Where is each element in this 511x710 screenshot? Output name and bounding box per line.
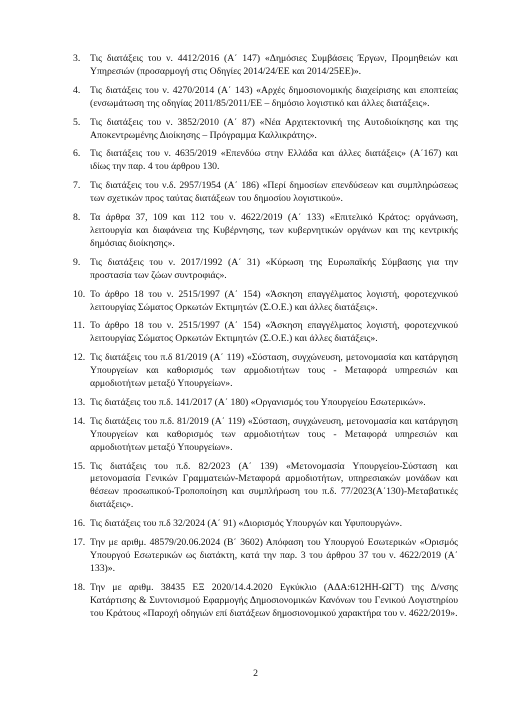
list-item <box>0 416 511 455</box>
item-text: Τις διατάξεις του π.δ. 141/2017 (Α΄ 180) «Οργανισμός του Υπουργείου Εσωτερικών». <box>90 396 426 408</box>
item-number: 4. <box>73 84 81 96</box>
list-item <box>0 397 511 410</box>
item-number: 15. <box>73 460 86 472</box>
list-item <box>0 53 511 79</box>
item-text: Τα άρθρα 37, 109 και 112 του ν. 4622/2019 (Α΄ 133) «Επιτελικό Κράτος: οργάνωση, λειτουργία και διαφάνεια της Κυβέρνησης, των κυβερνητικών οργάνων και της κεντρικής δημόσιας διοίκησης». <box>90 212 458 249</box>
item-number: 6. <box>73 148 81 160</box>
list-item <box>0 212 511 251</box>
item-text: Τις διατάξεις του ν. 2017/1992 (Α΄ 31) «Κύρωση της Ευρωπαϊκής Σύμβασης για την προστασία των ζώων συντροφιάς». <box>90 256 458 281</box>
list-item <box>0 320 511 346</box>
item-number: 3. <box>73 53 81 64</box>
list-item <box>0 180 511 206</box>
list-item <box>0 518 511 531</box>
item-number: 5. <box>73 116 81 128</box>
page-number: 2 <box>253 668 258 679</box>
list-item <box>0 148 511 174</box>
item-text: Τις διατάξεις του π.δ 32/2024 (Α΄ 91) «Διορισμός Υπουργών και Υφυπουργών». <box>90 518 403 530</box>
item-text: Τις διατάξεις του π.δ. 81/2019 (Α΄ 119) «Σύσταση, συγχώνευση, μετονομασία και κατάργηση Υπουργείων και καθορισμός των αρμοδιοτήτων τους - Μεταφορά υπηρεσιών και αρμοδιοτήτων μεταξύ Υπουργείων». <box>90 415 458 453</box>
list-item <box>0 537 511 576</box>
list-item <box>0 117 511 143</box>
provisions-list <box>0 53 511 621</box>
item-number: 13. <box>73 396 86 408</box>
list-item <box>0 352 511 391</box>
item-number: 7. <box>73 180 81 192</box>
item-number: 18. <box>73 581 86 593</box>
item-number: 12. <box>73 352 86 364</box>
item-number: 8. <box>73 212 81 224</box>
item-text: Τις διατάξεις του π.δ 81/2019 (Α΄ 119) «Σύσταση, συγχώνευση, μετονομασία και κατάργηση Υπουργείων και καθορισμός των αρμοδιοτήτων τους - Μεταφορά υπηρεσιών και αρμοδιοτήτων μεταξύ Υπουργείων». <box>90 352 458 390</box>
item-number: 17. <box>73 537 86 549</box>
item-number: 9. <box>73 256 81 268</box>
list-item <box>0 582 511 621</box>
list-item <box>0 85 511 111</box>
item-text: Την με αριθμ. 38435 ΕΞ 2020/14.4.2020 Εγκύκλιο (ΑΔΑ:612ΗΗ-ΩΓΤ) της Δ/νσης Κατάρτισης & Συντονισμού Εφαρμογής Δημοσιονομικών Κανόνων του Γενικού Λογιστηρίου του Κράτους «Παροχή οδηγιών επί διατάξεων δημοσιονομικού χαρακτήρα του ν. 4622/2019». <box>90 581 458 619</box>
list-item <box>0 289 511 315</box>
list-item <box>0 257 511 283</box>
item-text: Τις διατάξεις του ν. 4270/2014 (Α΄ 143) «Αρχές δημοσιονομικής διαχείρισης και εποπτείας (ενσωμάτωση της οδηγίας 2011/85/2011/ΕΕ – δημόσιο λογιστικό και άλλες διατάξεις». <box>90 84 458 109</box>
item-text: Την με αριθμ. 48579/20.06.2024 (Β΄ 3602) Απόφαση του Υπουργού Εσωτερικών «Ορισμός Υπουργού Εσωτερικών ως διατάκτη, κατά την παρ. 3 του άρθρου 37 του ν. 4622/2019 (Α΄ 133)». <box>90 537 458 574</box>
item-text: Τις διατάξεις του ν. 4635/2019 «Επενδύω στην Ελλάδα και άλλες διατάξεις» (Α΄167) και ιδίως την παρ. 4 του άρθρου 130. <box>90 148 458 173</box>
item-number: 14. <box>73 415 86 427</box>
item-text: Τις διατάξεις του ν. 4412/2016 (Α΄ 147) «Δημόσιες Συμβάσεις Έργων, Προμηθειών και Υπηρεσιών (προσαρμογή στις Οδηγίες 2014/24/ΕΕ και 2014/25ΕΕ)». <box>90 53 458 77</box>
item-text: Τις διατάξεις του ν.δ. 2957/1954 (Α΄ 186) «Περί δημοσίων επενδύσεων και συμπληρώσεως των σχετικών προς ταύτας διατάξεων του δημοσίου λογιστικού». <box>90 180 458 205</box>
item-text: Το άρθρο 18 του ν. 2515/1997 (Α΄ 154) «Άσκηση επαγγέλματος λογιστή, φοροτεχνικού λειτουργίας Σώματος Ορκωτών Εκτιμητών (Σ.Ο.Ε.) και άλλες διατάξεις». <box>90 320 458 345</box>
item-number: 16. <box>73 518 86 530</box>
list-item <box>0 461 511 513</box>
item-number: 10. <box>73 288 86 300</box>
item-text: Το άρθρο 18 του ν. 2515/1997 (Α΄ 154) «Άσκηση επαγγέλματος λογιστή, φοροτεχνικού λειτουργίας Σώματος Ορκωτών Εκτιμητών (Σ.Ο.Ε.) και άλλες διατάξεις». <box>90 288 458 313</box>
item-text: Τις διατάξεις του ν. 3852/2010 (Α΄ 87) «Νέα Αρχιτεκτονική της Αυτοδιοίκησης και της Αποκεντρωμένης Διοίκησης – Πρόγραμμα Καλλικράτης». <box>90 116 458 141</box>
item-number: 11. <box>73 320 85 332</box>
item-text: Τις διατάξεις του π.δ. 82/2023 (Α΄ 139) «Μετονομασία Υπουργείου-Σύσταση και μετονομασία Γενικών Γραμματειών-Μεταφορά αρμοδιοτήτων, υπηρεσιακών μονάδων και θέσεων προσωπικού-Τροποποίηση και συμπλήρωση του π.δ. 77/2023(Α΄130)-Μεταβατικές διατάξεις». <box>90 460 458 511</box>
